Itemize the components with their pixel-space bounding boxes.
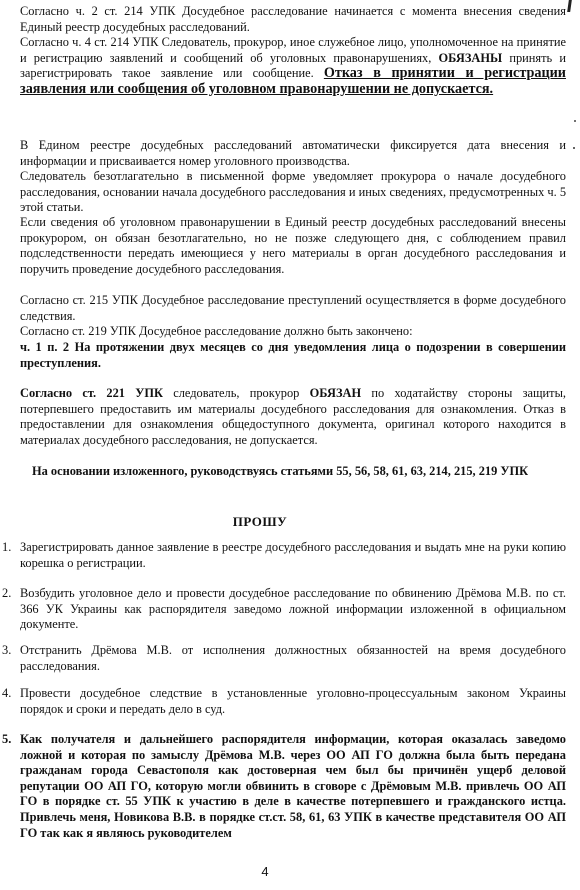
paragraph-prosecutor-entry: Если сведения об уголовном правонарушении в Единый реестр досудебных расследований внесены прокурором, он обязан безотлагательно, но не позже следующего дня, с соблюдением правил подследственности передать имеющиеся у него материалы в орган досудебного расследования и поручить проведение досудебного расследования. xyxy=(20,215,566,276)
paragraph-art219: Согласно ст. 219 УПК Досудебное расследование должно быть закончено: xyxy=(20,324,413,338)
obyazany-emphasis: ОБЯЗАНЫ xyxy=(438,50,503,65)
scan-speck xyxy=(574,120,576,122)
request-heading: ПРОШУ xyxy=(232,514,288,529)
paragraph-art214-part4: Согласно ч. 4 ст. 214 УПК Следователь, прокурор, иное служебное лицо, уполномоченное на принятие и регистрацию заявлений и сообщений об уголовных правонарушениях, ОБЯЗАНЫ принять и зарегистрировать такое заявление или сообщение. Отказ в принятии и регистрации заявления или сообщения об уголовном правонарушении не допускается. xyxy=(20,35,566,97)
paragraph-investigator-notice: Следователь безотлагательно в письменной форме уведомляет прокурора о начале досудебного расследования, основании начала досудебного расследования и иных сведениях, предусмотренных ч. 5 этой статьи. xyxy=(20,169,567,215)
page-number: 4 xyxy=(261,864,269,879)
scan-speck xyxy=(573,147,575,149)
pen-mark xyxy=(567,0,572,12)
paragraph-art221: Согласно ст. 221 УПК следователь, прокурор ОБЯЗАН по ходатайству стороны защиты, потерпевшего предоставить им материалы досудебного расследования для ознакомления. Отказ в предоставлении для ознакомления общедоступного документа, оригинал которого находится в материалах досудебного расследования, не допускается. xyxy=(20,386,566,447)
paragraph-art215: Согласно ст. 215 УПК Досудебное расследование преступлений осуществляется в форме досудебного следствия. xyxy=(20,293,566,323)
paragraph-registry-auto: В Едином реестре досудебных расследований автоматически фиксируется дата внесения и информации и присваивается номер уголовного производства. xyxy=(20,138,566,168)
paragraph-grounds: На основании изложенного, руководствуясь статьями 55, 56, 58, 61, 63, 214, 215, 219 УПК xyxy=(32,464,529,478)
paragraph-art214-part2: Согласно ч. 2 ст. 214 УПК Досудебное расследование начинается с момента внесения сведения Единый реестр досудебных расследований. xyxy=(20,4,566,34)
document-page: Согласно ч. 2 ст. 214 УПК Досудебное расследование начинается с момента внесения сведения Единый реестр досудебных расследований. Согласно ч. 4 ст. 214 УПК Следователь, прокурор, иное служебное лицо, уполномоченное на принятие и регистрацию заявлений и сообщений об уголовных правонарушениях, ОБЯЗАНЫ принять и зарегистрировать такое заявление или сообщение. Отказ в принятии и регистрации заявления или сообщения об уголовном правонарушении не допускается. В Едином реестре досудебных расследований автоматически фиксируется дата внесения и информации и присваивается номер уголовного производства. Следователь безотлагательно в письменной форме уведомляет прокурора о начале досудебного расследования, основании начала досудебного расследования и иных сведениях, предусмотренных ч. 5 этой статьи. Если сведения об уголовном правонарушении в Единый реестр досудебных расследований внесены прокурором, он обязан безотлагательно, но не позже следующего дня, с соблюдением правил подследственности передать имеющиеся у него материалы в орган досудебного расследования и поручить проведение досудебного расследования. Согласно ст. 215 УПК Досудебное расследование преступлений осуществляется в форме досудебного следствия. Согласно ст. 219 УПК Досудебное расследование должно быть закончено: ч. 1 п. 2 На протяжении двух месяцев со дня уведомления лица о подозрении в совершении преступления. Согласно ст. 221 УПК следователь, прокурор ОБЯЗАН по ходатайству стороны защиты, потерпевшего предоставить им материалы досудебного расследования для ознакомления. Отказ в предоставлении для ознакомления общедоступного документа, оригинал которого находится в материалах досудебного расследования, не допускается. На основании изложенного, руководствуясь статьями 55, 56, 58, 61, 63, 214, 215, 219 УПК ПРОШУ 1. Зарегистрировать данное заявление в реестре досудебного расследования и выдать мне на руки копию корешка о регистрации. 2. Возбудить уголовное дело и провести досудебное расследование по обвинению Дрёмова М.В. по ст. 366 УК Украины как распорядителя заведомо ложной информации изложенной в официальном документе. 3. Отстранить Дрёмова М.В. от исполнения должностных обязанностей на время досудебного расследования. 4. Провести досудебное следствие в установленные уголовно-процессуальным законом Украины порядок и сроки и передать дело в суд. 5. Как получателя и дальнейшего распорядителя информации, которая оказалась заведомо ложной и которая по замыслу Дрёмова М.В. через ОО АП ГО должна была быть передана гражданам города Севастополя как достоверная чем был бы причинён ущерб деловой репутации ОО АП ГО, которую могли обвинить в сговоре с Дрёмовым М.В. привлечь ОО АП ГО в порядке ст. 55 УПК к участию в деле в качестве потерпевшего и гражданского истца. Привлечь меня, Новикова В.В. в порядке ст.ст. 58, 61, 63 УПК в качестве представителя ОО АП ГО так как я являюсь руководителем 4 xyxy=(0,0,580,890)
paragraph-art219-term: ч. 1 п. 2 На протяжении двух месяцев со дня уведомления лица о подозрении в совершении преступления. xyxy=(20,340,566,370)
refusal-not-allowed-emphasis: Отказ в принятии и регистрации заявления или сообщения об уголовном правонарушении не допускается. xyxy=(20,65,566,97)
